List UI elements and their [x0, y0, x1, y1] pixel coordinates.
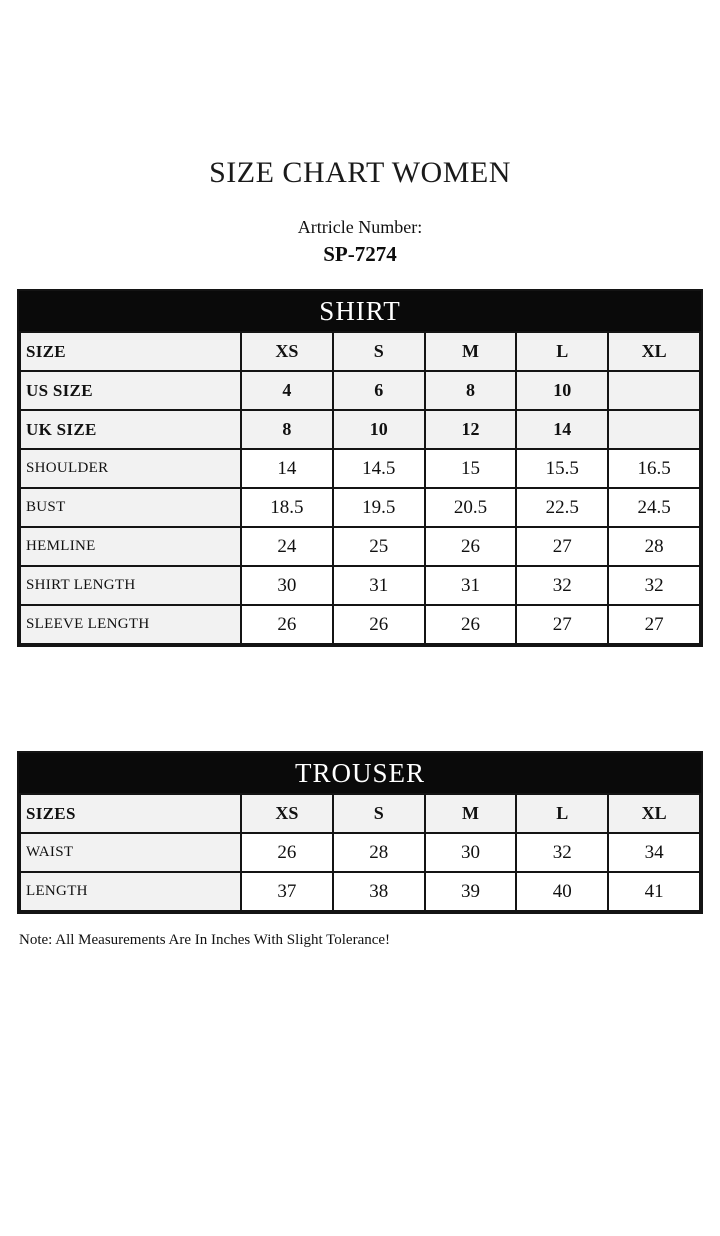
cell: 26 — [333, 605, 425, 644]
row-label: SHOULDER — [20, 449, 241, 488]
cell: 14 — [241, 449, 333, 488]
cell: 10 — [516, 371, 608, 410]
cell: 8 — [425, 371, 517, 410]
cell: 28 — [608, 527, 700, 566]
cell: 28 — [333, 833, 425, 872]
cell: 15.5 — [516, 449, 608, 488]
trouser-table-caption: TROUSER — [19, 753, 701, 793]
table-row — [20, 605, 700, 644]
cell: 24 — [241, 527, 333, 566]
trouser-table — [19, 793, 701, 912]
cell: 30 — [425, 833, 517, 872]
cell: 41 — [608, 872, 700, 911]
shirt-table-caption: SHIRT — [19, 291, 701, 331]
row-label: WAIST — [20, 833, 241, 872]
cell: 4 — [241, 371, 333, 410]
cell: 18.5 — [241, 488, 333, 527]
cell: 20.5 — [425, 488, 517, 527]
cell: 32 — [516, 833, 608, 872]
cell: 26 — [425, 605, 517, 644]
table-row — [20, 332, 700, 371]
cell: 39 — [425, 872, 517, 911]
cell: 26 — [425, 527, 517, 566]
table-row — [20, 833, 700, 872]
table-row — [20, 371, 700, 410]
cell: 10 — [333, 410, 425, 449]
cell: 6 — [333, 371, 425, 410]
cell: 8 — [241, 410, 333, 449]
cell: 12 — [425, 410, 517, 449]
cell: XL — [608, 332, 700, 371]
cell — [608, 410, 700, 449]
cell — [608, 371, 700, 410]
cell: 34 — [608, 833, 700, 872]
cell: 27 — [608, 605, 700, 644]
cell: 24.5 — [608, 488, 700, 527]
cell: XS — [241, 332, 333, 371]
cell: S — [333, 332, 425, 371]
cell: 26 — [241, 605, 333, 644]
row-label: US SIZE — [20, 371, 241, 410]
table-row — [20, 872, 700, 911]
article-number-label: Artricle Number: — [297, 217, 423, 237]
row-label: SLEEVE LENGTH — [20, 605, 241, 644]
table-row — [20, 449, 700, 488]
article-number-value: SP-7274 — [323, 242, 397, 266]
cell: 37 — [241, 872, 333, 911]
cell: L — [516, 794, 608, 833]
row-label: SIZES — [20, 794, 241, 833]
cell: 22.5 — [516, 488, 608, 527]
cell: XL — [608, 794, 700, 833]
row-label: LENGTH — [20, 872, 241, 911]
table-row — [20, 410, 700, 449]
table-row — [20, 566, 700, 605]
shirt-table — [19, 331, 701, 645]
cell: S — [333, 794, 425, 833]
cell: 14.5 — [333, 449, 425, 488]
cell: 27 — [516, 605, 608, 644]
measurement-note: Note: All Measurements Are In Inches With Slight Tolerance! — [19, 932, 391, 948]
cell: 32 — [516, 566, 608, 605]
cell: L — [516, 332, 608, 371]
cell: M — [425, 794, 517, 833]
row-label: HEMLINE — [20, 527, 241, 566]
cell: 38 — [333, 872, 425, 911]
cell: 40 — [516, 872, 608, 911]
cell: 26 — [241, 833, 333, 872]
cell: 25 — [333, 527, 425, 566]
cell: 31 — [425, 566, 517, 605]
cell: XS — [241, 794, 333, 833]
trouser-size-table — [17, 751, 703, 914]
cell: 15 — [425, 449, 517, 488]
cell: 27 — [516, 527, 608, 566]
cell: 16.5 — [608, 449, 700, 488]
row-label: UK SIZE — [20, 410, 241, 449]
table-row — [20, 488, 700, 527]
page-title: SIZE CHART WOMEN — [209, 156, 511, 189]
cell: 14 — [516, 410, 608, 449]
cell: 32 — [608, 566, 700, 605]
row-label: SHIRT LENGTH — [20, 566, 241, 605]
cell: 31 — [333, 566, 425, 605]
cell: 19.5 — [333, 488, 425, 527]
shirt-size-table — [17, 289, 703, 647]
cell: 30 — [241, 566, 333, 605]
table-row — [20, 794, 700, 833]
row-label: BUST — [20, 488, 241, 527]
row-label: SIZE — [20, 332, 241, 371]
cell: M — [425, 332, 517, 371]
table-row — [20, 527, 700, 566]
